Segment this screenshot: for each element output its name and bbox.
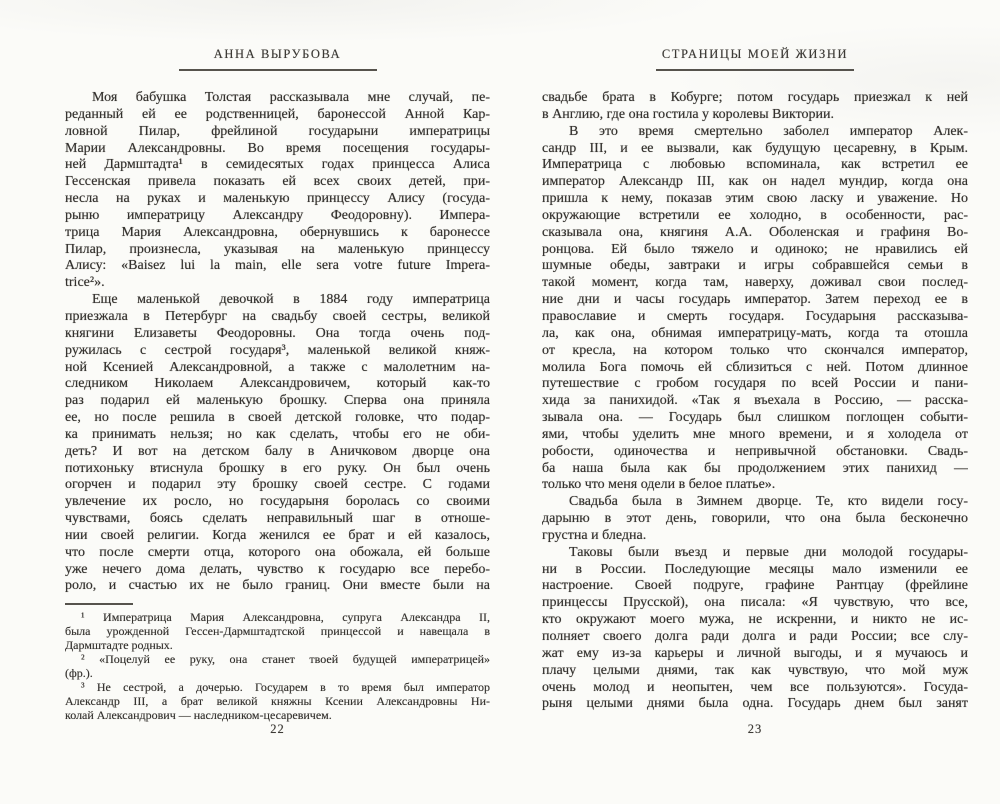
text-line: Таковы были въезд и первые дни молодой государы- — [569, 544, 968, 560]
text-line: Марии Александровны. Во время посещения государы- — [65, 140, 490, 156]
text-line: свадьбе брата в Кобурге; потом государь приезжал к ней — [542, 90, 968, 105]
text-line: ние дни и часы государь император. Затем переход ее в — [542, 292, 968, 308]
text-line: следником Николаем Александровичем, который как-то — [65, 376, 490, 392]
page-number-left: 22 — [270, 722, 285, 736]
text-line: нии своей религии. Когда женился ее брат и ей казалось, — [65, 527, 490, 543]
text-line: рыня целыми днями была одна. Государь днем был занят — [542, 696, 968, 712]
text-line: полняет своего долга ради долга и ради России; все слу- — [542, 629, 968, 644]
text-line: окружающие встретили ее холодно, в особенности, рас- — [542, 207, 968, 223]
text-line: В это время смертельно заболел император Алек- — [569, 123, 968, 139]
text-line: была урожденной Гессен-Дармштадтской принцессой и навещала в — [65, 625, 490, 639]
text-line: грустна и бледна. — [542, 527, 647, 543]
paragraph — [65, 90, 490, 292]
text-line: Моя бабушка Толстая рассказывала мне случай, пе- — [92, 90, 490, 105]
text-line: чувствами, боясь сделать неправильный шаг в отноше- — [65, 511, 490, 527]
text-line: ка принимать нельзя; но как сделать, чтобы его не оби- — [65, 426, 490, 442]
text-line: раз подарил ей маленькую брошку. Сперва она приняла — [65, 393, 490, 409]
text-line: ла, как она, обнимая императрицу-мать, когда та отошла — [542, 325, 968, 341]
paragraph — [65, 292, 490, 595]
text-line: от кресла, на котором только что скончался император, — [542, 342, 968, 358]
text-line: плачу целыми днями, так как чувствую, что мой муж — [542, 662, 968, 678]
text-line: хида за панихидой. «Так я въехала в Россию, — расска- — [542, 393, 968, 409]
header-rule-left — [179, 69, 377, 71]
paragraph — [542, 124, 968, 495]
text-line: ронцова. Ей было тяжело и одиноко; не нравились ей — [542, 241, 968, 257]
page-body-left — [65, 90, 490, 595]
running-head-right: СТРАНИЦЫ МОЕЙ ЖИЗНИ — [661, 47, 849, 61]
text-line: шумные обеды, завтраки и игры собравшейся семьи в — [542, 258, 968, 274]
footnote — [65, 681, 490, 723]
text-line: Свадьба была в Зимнем дворце. Те, кто видели госу- — [569, 494, 968, 510]
text-line: император Александр III, как он надел мундир, когда она — [542, 174, 968, 190]
page-number-right: 23 — [747, 722, 763, 736]
text-line: роло, и счастью их не было границ. Они вместе были на — [65, 578, 490, 594]
text-line: в Англию, где она гостила у королевы Виктории. — [542, 106, 835, 122]
text-line: ней Дармштадта¹ в семидесятых годах принцесса Алиса — [65, 157, 490, 173]
text-line: ловной Пилар, фрейлиной государыни императрицы — [65, 123, 490, 139]
text-line: жат ему из-за карьеры и личной выгоды, и я мучаюсь и — [542, 645, 968, 661]
running-head-left: АННА ВЫРУБОВА — [213, 47, 342, 61]
paragraph — [542, 90, 968, 124]
text-line: зывала она. — Государь был слишком поглощен событи- — [542, 410, 968, 426]
text-line: сандр III, и ее вызвали, как будущую цесаревну, в Крым. — [542, 140, 968, 156]
text-line: Александр III, а брат великой княжны Ксении Александровны Ни- — [65, 694, 490, 708]
text-line: огорчен и подарил эту брошку своей сестре. С годами — [65, 477, 490, 493]
text-line: колай Александрович — наследником-цесаревичем. — [65, 708, 332, 722]
text-line: trice²». — [65, 275, 105, 291]
page-header-right — [542, 47, 968, 71]
text-line: княгини Елизаветы Феодоровны. Она тогда очень под- — [65, 325, 490, 341]
page-body-right — [542, 90, 968, 713]
text-line: робости, одиночества и непривычной обстановки. Свадь- — [542, 443, 968, 459]
text-line: Дармштадте родных. — [65, 639, 173, 653]
page-left — [65, 0, 490, 804]
text-line: православие и смерть государя. Государыня рассказыва- — [542, 308, 968, 324]
footnotes — [65, 611, 490, 722]
text-line: что после смерти отца, которого она обожала, ей больше — [65, 544, 490, 560]
text-line: ни в России. Последующие месяцы мало изменили ее — [542, 561, 968, 577]
page-right — [542, 0, 968, 804]
text-line: несла на руках и маленькую принцессу Алису (госуда- — [65, 191, 490, 207]
text-line: дарыню в этот день, говорили, что она была бесконечно — [542, 511, 968, 527]
footnote-rule — [65, 603, 133, 605]
text-line: ее, но после решила в своей детской головке, что подар- — [65, 410, 490, 426]
text-line: трица Мария Александровна, обернувшись к баронессе — [65, 224, 490, 240]
text-line: ¹ Императрица Мария Александровна, супруга Александра II, — [81, 611, 490, 625]
text-line: рыню императрицу Александру Феодоровну). Импера- — [65, 207, 490, 223]
text-line: реданный ей ее родственницей, баронессой Анной Кар- — [65, 106, 490, 122]
text-line: сказывала она, княгиня А.А. Оболенская и графиня Во- — [542, 224, 968, 240]
text-line: ³ Не сестрой, а дочерью. Государем в то время был император — [81, 680, 490, 694]
text-line: Еще маленькой девочкой в 1884 году императрица — [92, 292, 490, 308]
page-header-left — [65, 47, 490, 71]
footnote — [65, 611, 490, 653]
text-line: уже нечего дома делать, чувство к государю все перебо- — [65, 561, 490, 577]
text-line: Императрица с любовью вспоминала, как встретил ее — [542, 157, 968, 173]
text-line: путешествие с гробом государя по всей России и пани- — [542, 376, 968, 392]
text-line: очень молод и неопытен, чем все пользуются». Госуда- — [542, 679, 968, 695]
header-rule-right — [656, 69, 854, 71]
text-line: Пилар, произнесла, указывая на маленькую принцессу — [65, 241, 490, 257]
text-line: Гессенская привела показать ей всех своих детей, при- — [65, 174, 490, 190]
text-line: Алису: «Baisez lui la main, elle sera votre future Impera- — [65, 258, 490, 274]
paragraph — [542, 494, 968, 545]
text-line: увлечение их росло, но государыня боролась со своими — [65, 494, 490, 510]
text-line: настроение. Своей подруге, графине Рантцау (фрейлине — [542, 578, 968, 594]
paragraph — [542, 545, 968, 713]
footnote — [65, 653, 490, 681]
text-line: такой момент, когда там, наверху, доживал свои послед- — [542, 275, 968, 291]
text-line: ной Ксенией Александровной, а также с малолетним на- — [65, 359, 490, 375]
text-line: принцессы Прусской), она писала: «Я чувствую, что все, — [542, 595, 968, 611]
text-line: кто окружают моего мужа, не искренни, и никто не ис- — [542, 612, 968, 628]
text-line: ружилась с сестрой государя³, маленькой великой княж- — [65, 342, 490, 358]
text-line: молила Бога помочь ей сблизиться с ней. Потом длинное — [542, 359, 968, 375]
text-line: потихоньку втиснула брошку в его руку. Он был очень — [65, 460, 490, 476]
text-line: ба наша была как бы продолжением этих панихид — — [542, 460, 968, 476]
text-line: только что меня одели в белое платье». — [542, 477, 776, 493]
text-line: деть? И вот на детском балу в Аничковом дворце она — [65, 443, 490, 459]
text-line: приезжала в Петербург на свадьбу своей сестры, великой — [65, 308, 490, 324]
text-line: ² «Поцелуй ее руку, она станет твоей будущей императрицей» — [81, 652, 490, 666]
text-line: пришла к нему, показав этим свою ласку и уважение. Но — [542, 191, 968, 207]
text-line: ями, чтобы уделить мне много времени, и я холодела от — [542, 426, 968, 442]
text-line: (фр.). — [65, 666, 93, 680]
